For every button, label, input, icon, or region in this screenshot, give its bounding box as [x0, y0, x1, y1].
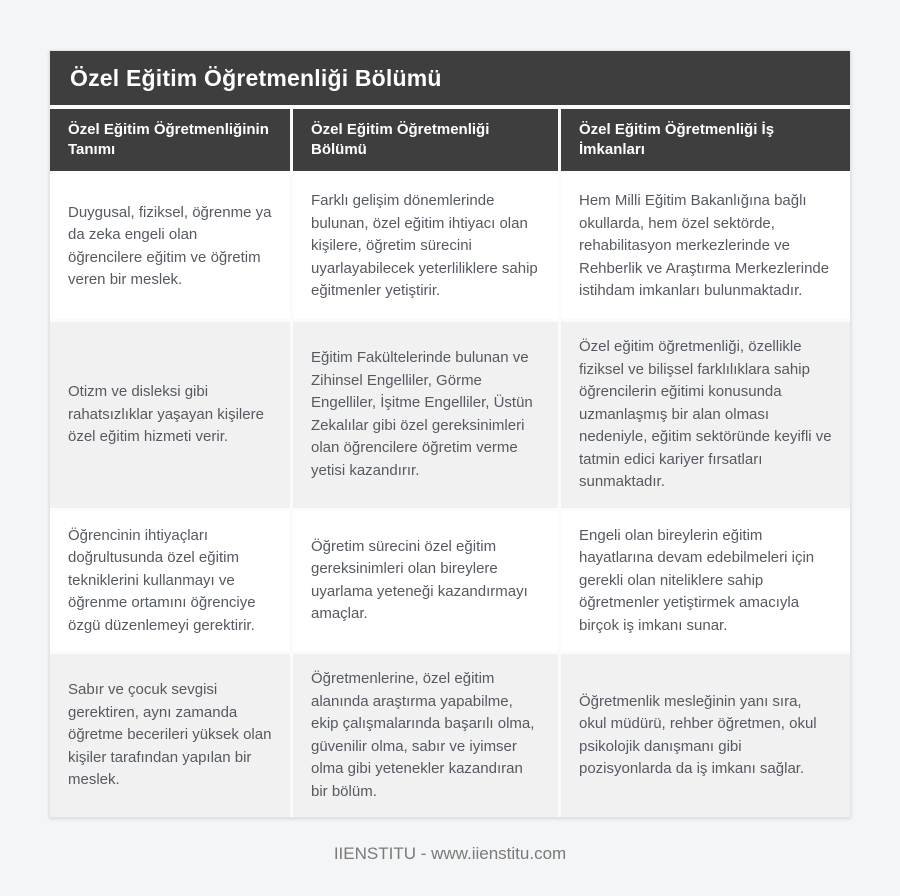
table-cell: Öğretmenlerine, özel eğitim alanında araştırma yapabilme, ekip çalışmalarında başarılı olma, güvenilir olma, sabır ve iyimser olma gibi yetenekler kazandıran bir bölüm.	[293, 654, 558, 817]
table-cell: Engeli olan bireylerin eğitim hayatlarına devam edebilmeleri için gerekli olan niteliklere sahip öğretmenler yetiştirmek amacıyla birçok iş imkanı sunar.	[561, 511, 850, 652]
table-cell: Eğitim Fakültelerinde bulunan ve Zihinsel Engelliler, Görme Engelliler, İşitme Engelliler, Üstün Zekalılar gibi özel gereksinimleri olan öğrencilere öğretim verme yetisi kazandırır.	[293, 322, 558, 508]
footer-credit: IIENSTITU - www.iienstitu.com	[333, 844, 567, 863]
info-table-card	[49, 50, 851, 818]
page-title: Özel Eğitim Öğretmenliği Bölümü	[50, 51, 850, 105]
column-header-tanim: Özel Eğitim Öğretmenliğinin Tanımı	[50, 109, 290, 171]
table-cell: Öğretim sürecini özel eğitim gereksinimleri olan bireylere uyarlama yeteneği kazandırmayı amaçlar.	[293, 511, 558, 652]
column-header-is-imkanlari: Özel Eğitim Öğretmenliği İş İmkanları	[561, 109, 850, 171]
table-cell: Sabır ve çocuk sevgisi gerektiren, aynı zamanda öğretme becerileri yüksek olan kişiler tarafından yapılan bir meslek.	[50, 654, 290, 817]
table-cell: Duygusal, fiziksel, öğrenme ya da zeka engeli olan öğrencilere eğitim ve öğretim veren bir meslek.	[50, 174, 290, 319]
table-cell: Özel eğitim öğretmenliği, özellikle fiziksel ve bilişsel farklılıklara sahip öğrencilerin eğitimi konusunda uzmanlaşmış bir alan olması nedeniyle, eğitim sektöründe keyifli ve tatmin edici kariyer fırsatları sunmaktadır.	[561, 322, 850, 508]
table-cell: Farklı gelişim dönemlerinde bulunan, özel eğitim ihtiyacı olan kişilere, öğretim sürecini uyarlayabilecek yeterliliklere sahip eğitmenler yetiştirir.	[293, 174, 558, 319]
table-cell: Otizm ve disleksi gibi rahatsızlıklar yaşayan kişilere özel eğitim hizmeti verir.	[50, 322, 290, 508]
table-cell: Hem Milli Eğitim Bakanlığına bağlı okullarda, hem özel sektörde, rehabilitasyon merkezlerinde ve Rehberlik ve Araştırma Merkezlerinde istihdam imkanları bulunmaktadır.	[561, 174, 850, 319]
column-header-bolum: Özel Eğitim Öğretmenliği Bölümü	[293, 109, 558, 171]
table-cell: Öğrencinin ihtiyaçları doğrultusunda özel eğitim tekniklerini kullanmayı ve öğrenme ortamını öğrenciye özgü düzenlemeyi gerektirir.	[50, 511, 290, 652]
table-cell: Öğretmenlik mesleğinin yanı sıra, okul müdürü, rehber öğretmen, okul psikolojik danışmanı gibi pozisyonlarda da iş imkanı sağlar.	[561, 654, 850, 817]
comparison-table	[50, 109, 850, 817]
